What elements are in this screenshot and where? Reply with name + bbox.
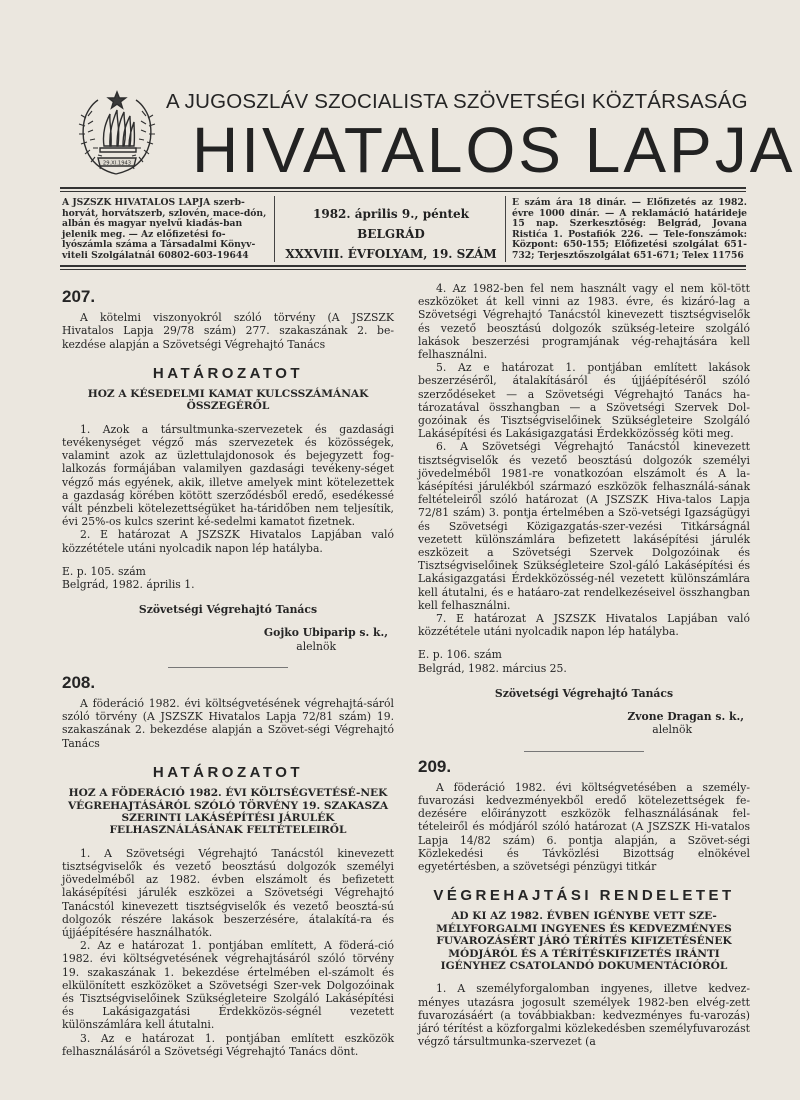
header-separator	[274, 196, 275, 262]
paragraph-208-3: 3. Az e határozat 1. pontjában említett eszközök felhasználásáról a Szövetségi Végrehajtó Tanács dönt.	[62, 1031, 394, 1058]
intro-208: A föderáció 1982. évi költségvetésének végrehajtá-sáról szóló törvény (A JSZSZK Hivatalos Lapja 72/81 szám) 19. szakaszának 2. bekezdése alapján a Szövet-ségi Végrehajtó Tanács	[62, 697, 394, 750]
place-date-208: Belgrád, 1982. március 25.	[418, 661, 567, 675]
paragraph-207-2: 2. E határozat A JSZSZK Hivatalos Lapjában való közzététele utáni nyolcadik napon lép hatályba.	[62, 528, 394, 555]
decree-heading-209: VÉGREHAJTÁSI RENDELETET	[433, 887, 735, 905]
reference-207: E. p. 105. szám	[62, 564, 146, 578]
right-column	[418, 282, 750, 1048]
item-number-208: 208.	[62, 672, 96, 692]
signer-title-208: alelnök	[652, 723, 692, 737]
emblem-date-label: 29.XI.1943	[102, 160, 132, 167]
subject-207: HOZ A KÉSEDELMI KAMAT KULCSSZÁMÁNAK ÖSSZEGÉRŐL	[87, 388, 369, 413]
header-rule-bottom-thin	[60, 269, 746, 270]
paragraph-209-1: 1. A személyforgalomban ingyenes, illetve kedvez-ményes utazásra jogosult személyek 1982-ben elvég-zett fuvarozásáért (a továbbiakban: kedvezményes fu-varozás) járó térítést a közforgalmi közlekedésben személyfuvarozást végző társultmunka-szervezet (a	[418, 982, 750, 1049]
header-rule-top-thin	[60, 191, 746, 192]
header-language-note: A JSZSZK HIVATALOS LAPJA szerb-horvát, horvátszerb, szlovén, mace-dón, albán és magyar nyelvű kiadás-ban jelenik meg. — Az előfizetési fo-lyószámla száma a Társadalmi Könyv-viteli Szolgálatnál 60802-603-19644	[62, 197, 267, 261]
item-number-209: 209.	[418, 756, 452, 776]
issue-date: 1982. április 9., péntek	[313, 207, 469, 221]
council-name-208: Szövetségi Végrehajtó Tanács	[494, 686, 674, 700]
header-price-contact: E szám ára 18 dinár. — Előfizetés az 1982. évre 1000 dinár. — A reklamáció határideje 15 nap. Szerkesztőség: Belgrád, Jovana Ristića 1. Postafiók 226. — Tele-fonszámok: Központ: 650-155; Előfizetési szolgálat 651-732; Terjesztőszolgálat 651-671; Telex 11756	[512, 197, 747, 261]
place-date-207: Belgrád, 1982. április 1.	[62, 578, 195, 592]
masthead-subtitle: A JUGOSZLÁV SZOCIALISTA SZÖVETSÉGI KÖZTÁRSASÁG	[166, 90, 748, 113]
signer-208: Zvone Dragan s. k.,	[627, 710, 744, 724]
reference-208: E. p. 106. szám	[418, 648, 502, 662]
paragraph-208-6: 6. A Szövetségi Végrehajtó Tanácstól kinevezett tisztségviselők és vezető beosztású dolgozók személyi jövedelméből 1981-re vonatkozóan elszámolt és A la-kásépítési járulékból származó eszközök felhasználá-sának feltételeiről szóló határozat (A JSZSZK Hiva-talos Lapja 72/81 szám) 3. pontja értelmében a Szö-vetségi Igazságügyi és Szövetségi Közigazgatás-szer-vezési Titkárságnál vezetett különszámlára befizetett lakásépítési járulék eszközeit a Szövetségi Szervek Dolgozóinak és Tisztségviselőinek Szükségleteire Szol-gáló Lakásépítési és Lakásigazgatási Érdekközösség-nél vezetett különszámlára kell átutalni, és e hatáaro-zat rendelkezéseivel összhangban kell felhasználni.	[418, 440, 750, 612]
left-column	[62, 282, 394, 1058]
header-issue-info	[280, 204, 502, 264]
header-separator	[505, 196, 506, 262]
intro-207: A kötelmi viszonyokról szóló törvény (A JSZSZK Hivatalos Lapja 29/78 szám) 277. szakaszának 2. be-kezdése alapján a Szövetségi Végrehajtó Tanács	[62, 311, 394, 351]
paragraph-207-1: 1. Azok a társultmunka-szervezetek és gazdasági tevékenységet végző más szervezetek és közösségek, valamint azok az üzlettulajdonosok és bejegyzett fog-lalkozás formájában valamilyen gazdasági tevékeny-séget végző más egyének, akik, illetve amelyek mint kötelezettek a gazdaság körében kötött szerződésből eredő, esedékessé vált pénzbeli kötelezettségüket ha-táridőben nem teljesítik, évi 25%-os kulcs szerint ké-sedelmi kamatot fizetnek.	[62, 422, 394, 529]
issue-city: BELGRÁD	[357, 227, 425, 241]
header-rule-bottom	[60, 265, 746, 267]
signer-207: Gojko Ubiparip s. k.,	[263, 626, 388, 640]
subject-208: HOZ A FÖDERÁCIÓ 1982. ÉVI KÖLTSÉGVETÉSÉ-NEK VÉGREHAJTÁSÁRÓL SZÓLÓ TÖRVÉNY 19. SZAKASZA SZERINTI LAKÁSÉPÍTÉSI JÁRULÉK FELHASZNÁLÁSÁNAK FELTÉTELEIRŐL	[67, 787, 389, 837]
header-rule-top	[60, 187, 746, 189]
paragraph-208-5: 5. Az e határozat 1. pontjában említett lakások beszerzéséről, átalakításáról és újjáépítéséről szóló szerződéseket — a Szövetségi Végrehajtó Tanács ha-tározatával összhangban — a Szövetségi Szervek Dol-gozóinak és Tisztségviselőinek Szükségleteire Szolgáló Lakásépítési és Lakásigazgatási Érdekközösség köti meg.	[418, 361, 750, 441]
council-name-207: Szövetségi Végrehajtó Tanács	[138, 603, 318, 617]
item-number-207: 207.	[62, 287, 96, 306]
decision-heading-207: HATÁROZATOT	[152, 364, 304, 382]
section-divider	[168, 667, 288, 668]
subject-209: AD KI AZ 1982. ÉVBEN IGÉNYBE VETT SZE-MÉLYFORGALMI INGYENES ÉS KEDVEZMÉNYES FUVAROZÁSÉRT JÁRÓ TÉRÍTÉS KIFIZETÉSÉNEK MÓDJÁRÓL ÉS A TÉRÍTÉSKIFIZETÉS IRÁNTI IGÉNYHEZ CSATOLANDÓ DOKUMENTÁCIÓRÓL	[436, 910, 732, 972]
paragraph-208-2: 2. Az e határozat 1. pontjában említett, A föderá-ció 1982. évi költségvetésének végrehajtásáról szóló törvény 19. szakaszának 1. bekezdése értelmében el-számolt és elkülönített eszközöket a Szövetségi Szer-vek Dolgozóinak és Tisztségviselőinek Szükségleteire Szolgáló Lakásépítési és Lakásigazgatási Érdekközös-ségnél vezetett különszámlára kell átutalni.	[62, 939, 394, 1032]
paragraph-208-1: 1. A Szövetségi Végrehajtó Tanácstól kinevezett tisztségviselők és vezető beosztású dolgozók személyi jövedelméből az 1982. évben elszámolt és befizetett lakásépítési járulék eszközei a Szövetségi Végrehajtó Tanácstól kinevezett tisztségviselők és vezető beosztá-sú dolgozók részére lakások beszerzésére, átalakítá-ra és újjáépítésére használhatók.	[62, 846, 394, 939]
issue-volume: XXXVIII. ÉVFOLYAM, 19. SZÁM	[285, 247, 497, 261]
section-divider	[524, 751, 644, 752]
paragraph-208-7: 7. E határozat A JSZSZK Hivatalos Lapjában való közzététele utáni nyolcadik napon lép hatályba.	[418, 612, 750, 639]
state-emblem-icon	[76, 88, 158, 180]
paragraph-208-4: 4. Az 1982-ben fel nem használt vagy el nem köl-tött eszközöket át kell vinni az 1983. évre, és kizáró-lag a Szövetségi Végrehajtó Tanácstól kinevezett tisztségviselők és vezető beosztású dolgozók szükség-leteire szolgáló lakások beszerzési programjának vég-rehajtására kell felhasználni.	[418, 282, 750, 362]
intro-209: A föderáció 1982. évi költségvetésében a személy-fuvarozási kedvezményekből eredő kötelezettségek fe-dezésére előirányzott eszközök felhasználásának fel-tételeiről és módjáról szóló határozat (A JSZSZK Hi-vatalos Lapja 14/82 szám) 6. pontja alapján, a Szövet-ségi Közlekedési és Távközlési Bizottság elnökével egyetértésben, a szövetségi pénzügyi titkár	[418, 780, 750, 873]
signer-title-207: alelnök	[296, 639, 336, 653]
masthead-title: HIVATALOS LAPJA	[192, 114, 796, 186]
decision-heading-208: HATÁROZATOT	[152, 763, 304, 781]
